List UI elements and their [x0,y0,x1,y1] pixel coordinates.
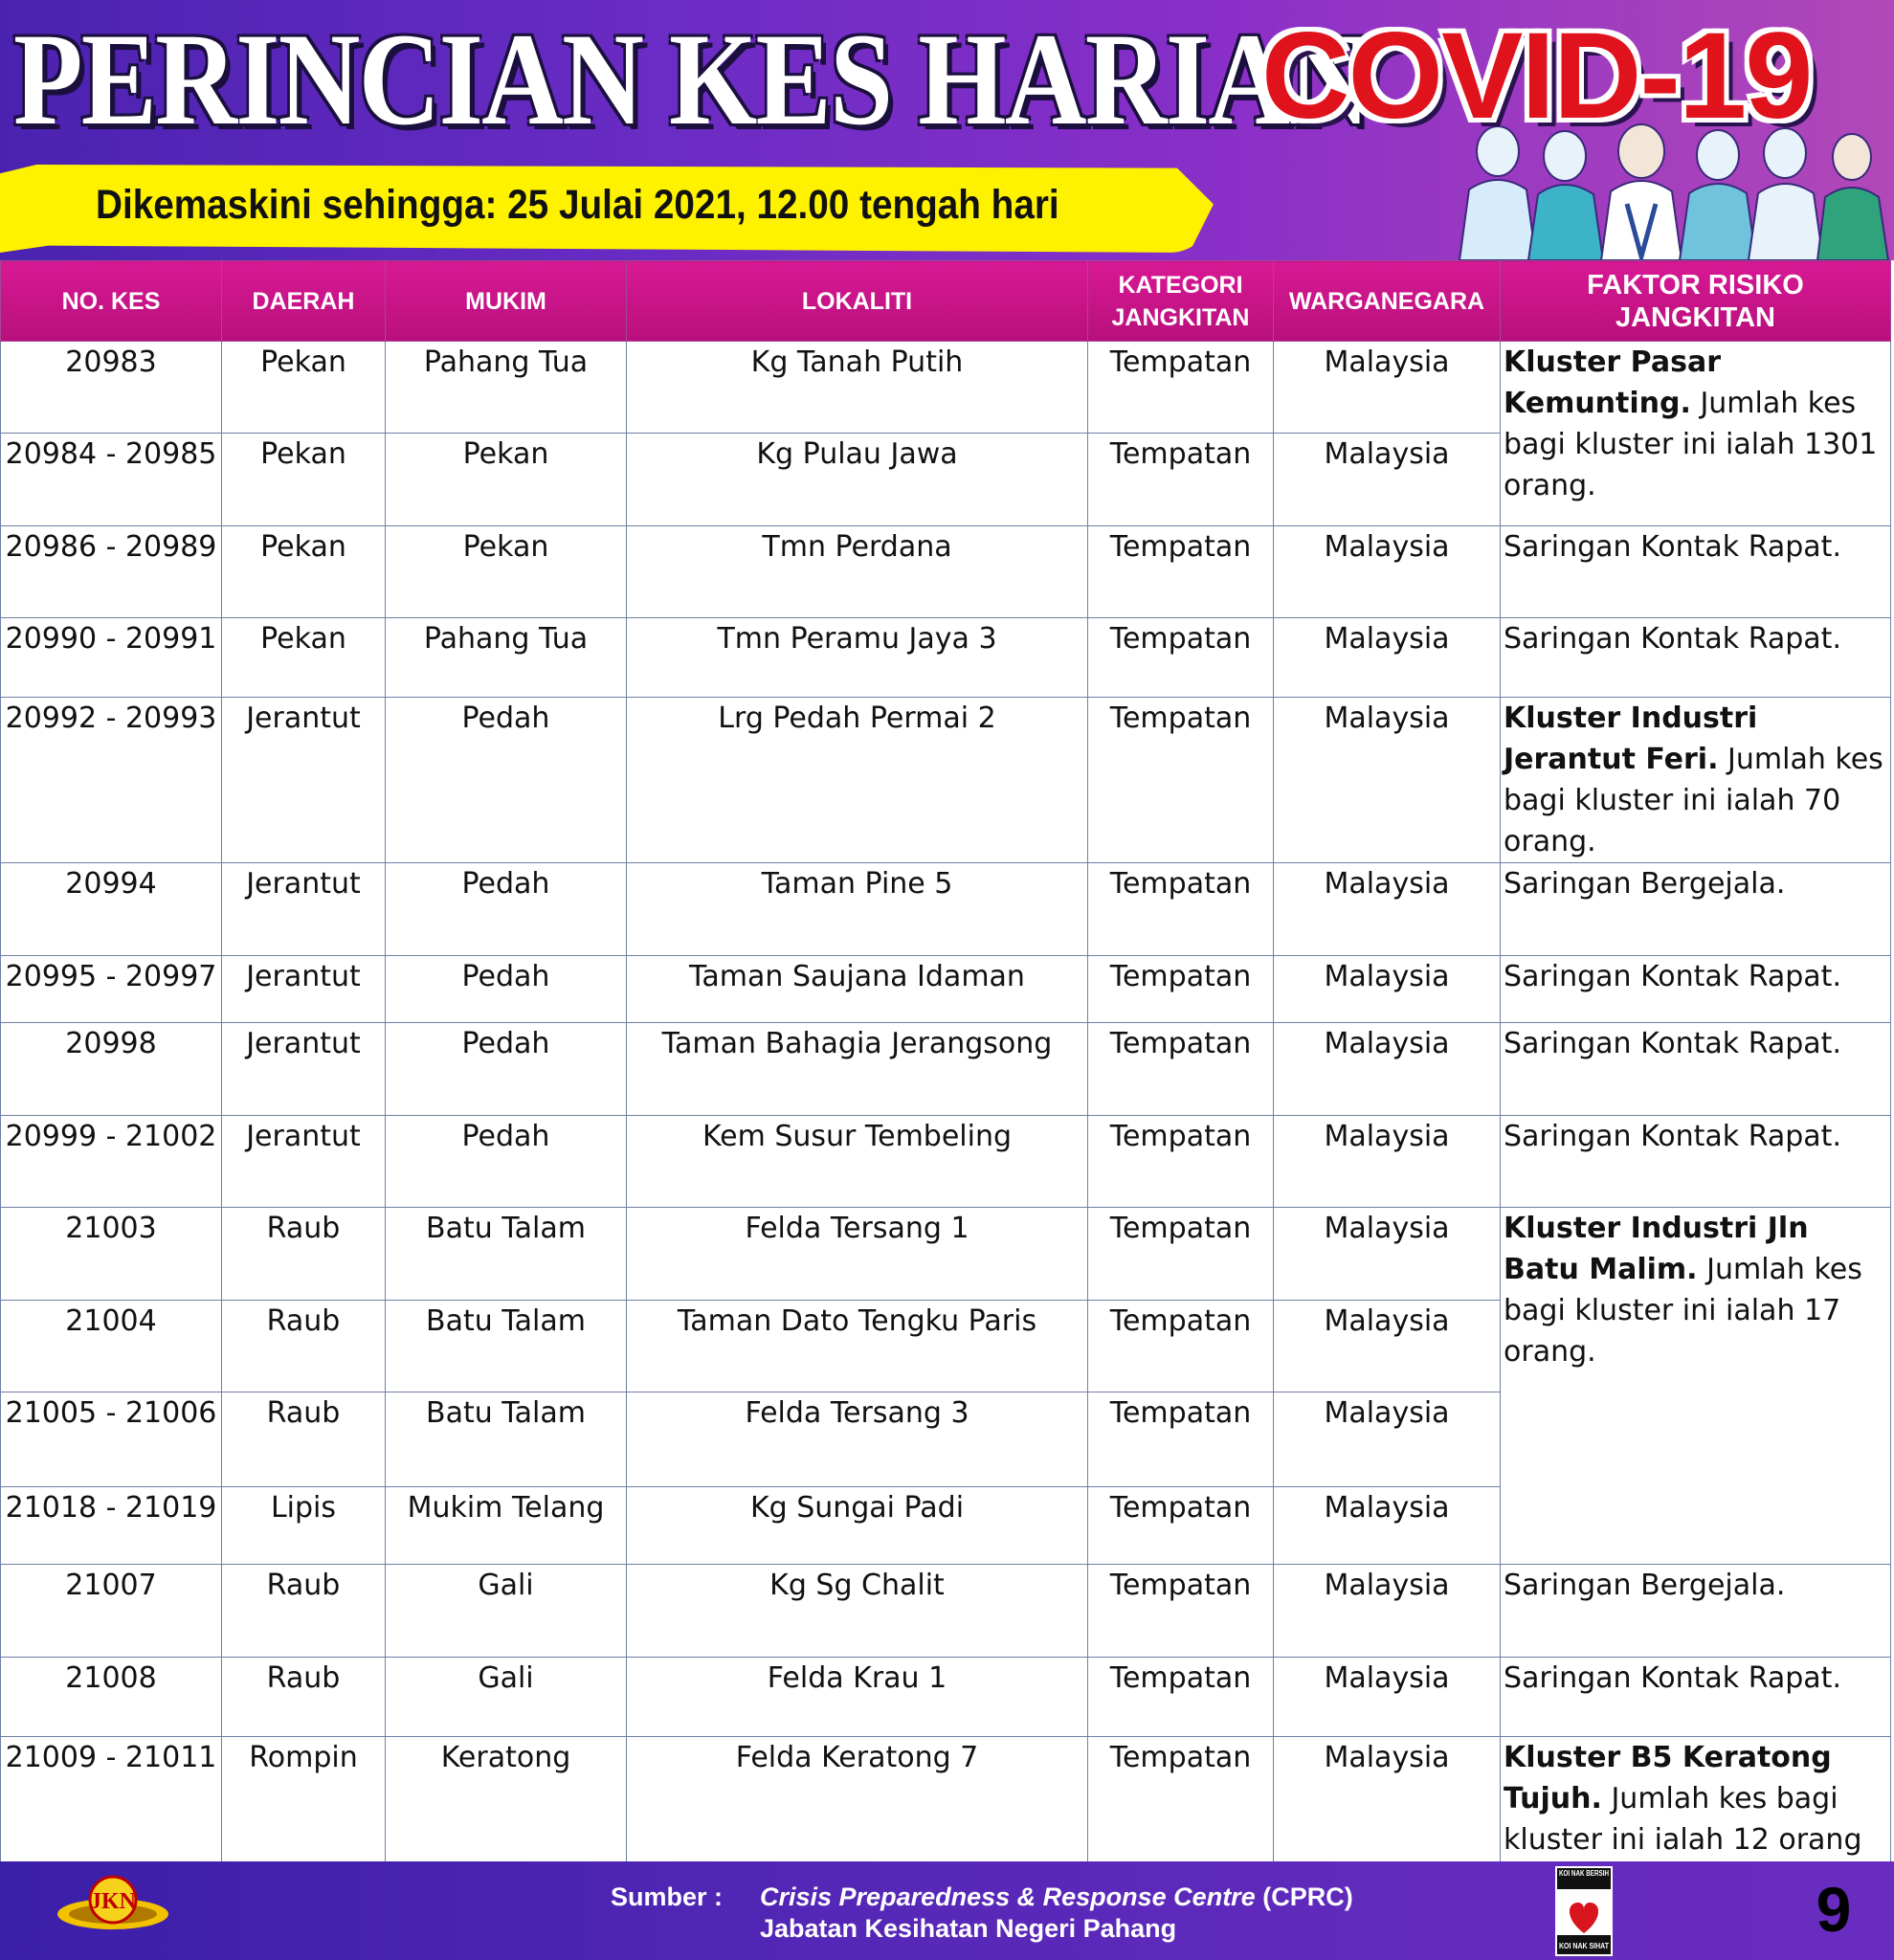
cell-faktor-risiko [1501,698,1891,863]
cell-no-kes: 21005 - 21006 [1,1392,222,1487]
koi-nak-sihat-logo [1555,1866,1613,1956]
cell-no-kes: 20983 [1,342,222,434]
cell-faktor-risiko [1501,1658,1891,1737]
cell-no-kes: 21003 [1,1208,222,1301]
cell-warganegara: Malaysia [1274,434,1501,526]
column-header-warganegara: WARGANEGARA [1274,261,1501,342]
cell-warganegara: Malaysia [1274,1301,1501,1392]
risk-cluster-name: Kluster B5 Keratong Tujuh. [1504,1741,1832,1815]
risk-detail: Saringan Kontak Rapat. [1504,622,1841,656]
column-header-faktor-risiko: FAKTOR RISIKO JANGKITAN [1501,261,1891,342]
cell-daerah: Lipis [222,1487,386,1565]
cell-daerah: Jerantut [222,698,386,863]
table-row [1,342,1891,434]
cell-faktor-risiko [1501,342,1891,526]
cell-faktor-risiko [1501,956,1891,1023]
source-label: Sumber : [611,1882,724,1911]
koi-bottom-text: KOI NAK SIHAT [1559,1942,1610,1950]
table-row [1,863,1891,956]
table-header-row [1,261,1891,342]
cell-mukim: Keratong [386,1737,627,1903]
risk-detail: Jumlah kes bagi kluster ini ialah 1301 orang. [1504,387,1878,502]
cell-daerah: Pekan [222,434,386,526]
cell-daerah: Raub [222,1565,386,1658]
cell-lokaliti: Kem Susur Tembeling [627,1116,1088,1208]
cell-kategori: Tempatan [1088,1116,1274,1208]
table-row [1,526,1891,618]
cell-no-kes: 20995 - 20997 [1,956,222,1023]
cell-mukim: Pedah [386,956,627,1023]
cell-mukim: Pedah [386,1116,627,1208]
cell-warganegara: Malaysia [1274,863,1501,956]
column-header-no-kes: NO. KES [1,261,222,342]
risk-detail: Saringan Kontak Rapat. [1504,1027,1841,1060]
cell-lokaliti: Kg Tanah Putih [627,342,1088,434]
cell-kategori: Tempatan [1088,1301,1274,1392]
cell-kategori: Tempatan [1088,1565,1274,1658]
cell-kategori: Tempatan [1088,1658,1274,1737]
cell-kategori: Tempatan [1088,526,1274,618]
column-header-mukim: MUKIM [386,261,627,342]
cell-no-kes: 20999 - 21002 [1,1116,222,1208]
jkn-logo [56,1871,170,1948]
cell-mukim: Pedah [386,698,627,863]
page-number: 9 [1816,1874,1852,1945]
table-row [1,956,1891,1023]
cell-kategori: Tempatan [1088,698,1274,863]
cell-daerah: Pekan [222,342,386,434]
table-row [1,1116,1891,1208]
cell-lokaliti: Kg Sungai Padi [627,1487,1088,1565]
column-header-lokaliti: LOKALITI [627,261,1088,342]
risk-detail: Saringan Kontak Rapat. [1504,530,1841,564]
cell-mukim: Pahang Tua [386,342,627,434]
risk-detail: Saringan Bergejala. [1504,1569,1786,1602]
risk-cluster-name: Kluster Industri Jerantut Feri. [1504,702,1758,776]
cell-daerah: Jerantut [222,863,386,956]
cell-no-kes: 20994 [1,863,222,956]
cell-mukim: Pedah [386,1023,627,1116]
cell-daerah: Raub [222,1301,386,1392]
cell-daerah: Pekan [222,526,386,618]
cell-warganegara: Malaysia [1274,1737,1501,1903]
case-table [0,260,1891,1903]
cell-warganegara: Malaysia [1274,1658,1501,1737]
risk-detail: Saringan Kontak Rapat. [1504,1120,1841,1153]
cell-mukim: Pekan [386,526,627,618]
cell-kategori: Tempatan [1088,1392,1274,1487]
cell-lokaliti: Felda Tersang 3 [627,1392,1088,1487]
cell-warganegara: Malaysia [1274,1392,1501,1487]
cell-no-kes: 21018 - 21019 [1,1487,222,1565]
cell-kategori: Tempatan [1088,956,1274,1023]
risk-detail: Saringan Bergejala. [1504,867,1786,901]
cell-warganegara: Malaysia [1274,1208,1501,1301]
cell-lokaliti: Felda Tersang 1 [627,1208,1088,1301]
cell-mukim: Pahang Tua [386,618,627,698]
page-title: PERINCIAN KES HARIAN [13,6,1370,152]
cell-lokaliti: Kg Sg Chalit [627,1565,1088,1658]
cell-warganegara: Malaysia [1274,1116,1501,1208]
cell-kategori: Tempatan [1088,1208,1274,1301]
cell-lokaliti: Tmn Perdana [627,526,1088,618]
cell-faktor-risiko [1501,1023,1891,1116]
cell-daerah: Jerantut [222,1023,386,1116]
cell-mukim: Batu Talam [386,1208,627,1301]
cell-lokaliti: Taman Saujana Idaman [627,956,1088,1023]
cell-kategori: Tempatan [1088,1737,1274,1903]
cell-lokaliti: Taman Bahagia Jerangsong [627,1023,1088,1116]
cell-mukim: Pedah [386,863,627,956]
column-header-daerah: DAERAH [222,261,386,342]
cell-kategori: Tempatan [1088,342,1274,434]
cell-faktor-risiko [1501,1116,1891,1208]
table-row [1,698,1891,863]
risk-detail: Jumlah kes bagi kluster ini ialah 70 orang. [1504,743,1883,858]
risk-detail: Saringan Kontak Rapat. [1504,1661,1841,1695]
covid-title: COVID-19 [1261,8,1812,145]
cell-daerah: Jerantut [222,1116,386,1208]
cell-daerah: Pekan [222,618,386,698]
cell-kategori: Tempatan [1088,863,1274,956]
update-timestamp: Dikemaskini sehingga: 25 Julai 2021, 12.00 tengah hari [96,182,1059,228]
cell-mukim: Batu Talam [386,1392,627,1487]
cell-lokaliti: Felda Keratong 7 [627,1737,1088,1903]
cell-warganegara: Malaysia [1274,956,1501,1023]
cell-no-kes: 21004 [1,1301,222,1392]
risk-detail: Saringan Kontak Rapat. [1504,960,1841,993]
cell-mukim: Gali [386,1658,627,1737]
risk-detail: Jumlah kes bagi kluster ini ialah 12 orang [1504,1782,1862,1857]
cell-no-kes: 20990 - 20991 [1,618,222,698]
cell-no-kes: 20984 - 20985 [1,434,222,526]
cell-warganegara: Malaysia [1274,1023,1501,1116]
table-row [1,1658,1891,1737]
cell-daerah: Raub [222,1392,386,1487]
cell-daerah: Raub [222,1658,386,1737]
cell-warganegara: Malaysia [1274,618,1501,698]
cell-lokaliti: Kg Pulau Jawa [627,434,1088,526]
cell-lokaliti: Tmn Peramu Jaya 3 [627,618,1088,698]
table-row [1,618,1891,698]
source-organization: Crisis Preparedness & Response Centre [760,1882,1256,1911]
cell-mukim: Mukim Telang [386,1487,627,1565]
cell-kategori: Tempatan [1088,434,1274,526]
source-line-2: Jabatan Kesihatan Negeri Pahang [760,1914,1177,1943]
cell-kategori: Tempatan [1088,1487,1274,1565]
cell-mukim: Gali [386,1565,627,1658]
cell-lokaliti: Taman Pine 5 [627,863,1088,956]
cell-no-kes: 20998 [1,1023,222,1116]
cell-warganegara: Malaysia [1274,1565,1501,1658]
cell-no-kes: 21009 - 21011 [1,1737,222,1903]
risk-detail: Jumlah kes bagi kluster ini ialah 17 orang. [1504,1253,1862,1369]
cell-faktor-risiko [1501,526,1891,618]
koi-top-text: KOI NAK BERSIH [1559,1869,1610,1878]
cell-warganegara: Malaysia [1274,1487,1501,1565]
cell-no-kes: 20986 - 20989 [1,526,222,618]
table-row [1,1208,1891,1301]
cell-kategori: Tempatan [1088,618,1274,698]
table-row [1,1565,1891,1658]
cell-faktor-risiko [1501,1565,1891,1658]
cell-faktor-risiko [1501,863,1891,956]
cell-faktor-risiko [1501,618,1891,698]
source-abbreviation: (CPRC) [1255,1882,1353,1911]
cell-no-kes: 21008 [1,1658,222,1737]
cell-warganegara: Malaysia [1274,342,1501,434]
jkn-logo-text: JKN [90,1889,136,1914]
cell-mukim: Pekan [386,434,627,526]
cell-lokaliti: Felda Krau 1 [627,1658,1088,1737]
risk-cluster-name: Kluster Industri Jln Batu Malim. [1504,1212,1809,1286]
cell-faktor-risiko [1501,1208,1891,1565]
cell-no-kes: 20992 - 20993 [1,698,222,863]
cell-no-kes: 21007 [1,1565,222,1658]
cell-daerah: Raub [222,1208,386,1301]
cell-warganegara: Malaysia [1274,698,1501,863]
cell-lokaliti: Lrg Pedah Permai 2 [627,698,1088,863]
risk-cluster-name: Kluster Pasar Kemunting. [1504,345,1721,420]
cell-lokaliti: Taman Dato Tengku Paris [627,1301,1088,1392]
column-header-kategori: KATEGORI JANGKITAN [1088,261,1274,342]
cell-daerah: Rompin [222,1737,386,1903]
table-row [1,1023,1891,1116]
cell-warganegara: Malaysia [1274,526,1501,618]
cell-mukim: Batu Talam [386,1301,627,1392]
cell-daerah: Jerantut [222,956,386,1023]
source-line-1 [760,1881,1353,1913]
cell-kategori: Tempatan [1088,1023,1274,1116]
